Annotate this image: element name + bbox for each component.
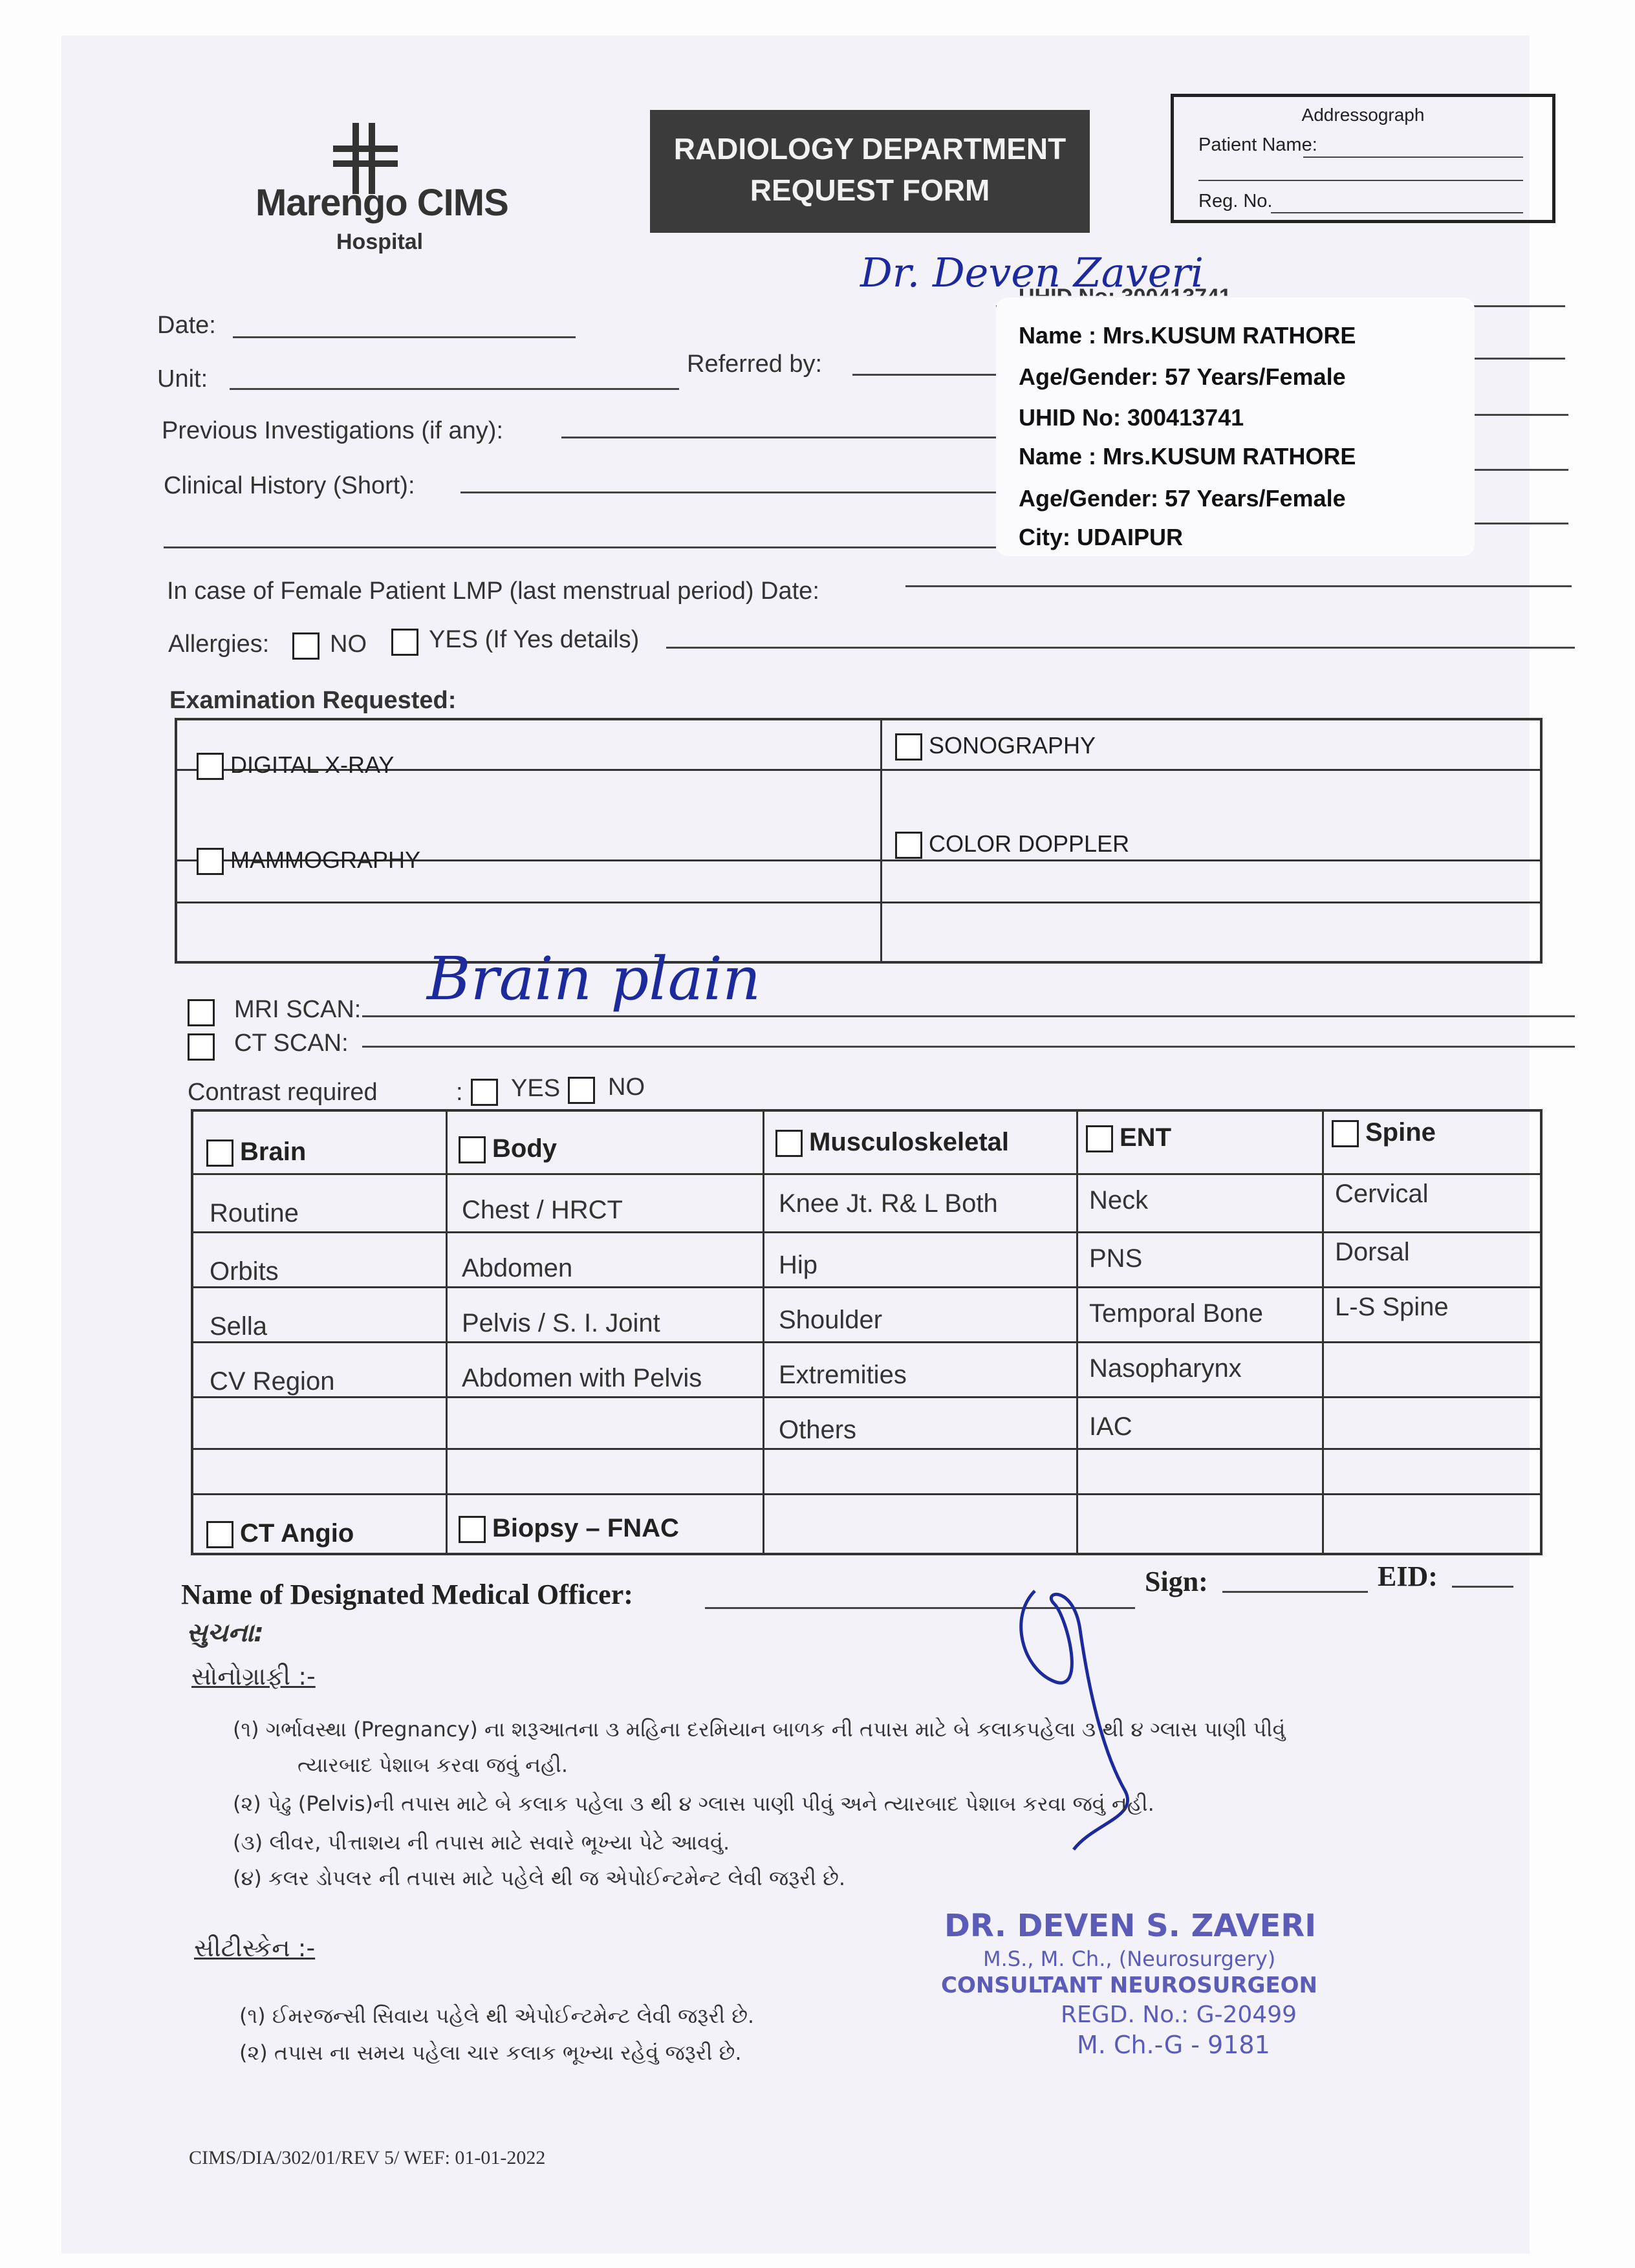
form-title: REQUEST FORM — [750, 173, 990, 207]
grid-row-line — [193, 1493, 1540, 1495]
clinical-history-line[interactable] — [460, 491, 996, 493]
ct-instructions-title: સીટીસ્કેન :- — [194, 1934, 316, 1962]
contrast-no-label: NO — [608, 1074, 645, 1101]
sono-instruction-1-cont: ત્યારબાદ પેશાબ કરવા જવું નહી. — [298, 1753, 568, 1777]
grid-col-line — [763, 1112, 764, 1553]
musculoskeletal-checkbox[interactable] — [775, 1130, 803, 1157]
patient-sticker — [996, 297, 1475, 556]
eid-label: EID: — [1378, 1561, 1438, 1592]
grid-head-body[interactable] — [459, 1134, 557, 1163]
stamp-qualification: M.S., M. Ch., (Neurosurgery) — [983, 1947, 1276, 1971]
clinical-history-line-end — [1475, 469, 1568, 471]
date-label: Date: — [157, 312, 216, 339]
grid-col-line — [1322, 1112, 1324, 1553]
sono-instruction-2: (૨) પેઢુ (Pelvis)ની તપાસ માટે બે કલાક પહેલા ૩ થી ૪ ગ્લાસ પાણી પીવું અને ત્યારબાદ પેશાબ કરવા જવું નહી. — [233, 1791, 1154, 1816]
hospital-logo-name: Marengo CIMS — [255, 182, 508, 224]
sonography-checkbox[interactable] — [895, 733, 922, 761]
referred-by-line-end — [1475, 358, 1565, 360]
grid-cell[interactable]: Extremities — [779, 1361, 907, 1389]
color-doppler-checkbox[interactable] — [895, 832, 922, 859]
sticker-name-1: Name : Mrs.KUSUM RATHORE — [1019, 322, 1356, 349]
spine-label: Spine — [1365, 1118, 1436, 1147]
grid-cell[interactable]: PNS — [1089, 1244, 1143, 1273]
sign-label: Sign: — [1145, 1566, 1208, 1597]
sticker-uhid-2: UHID No: 300413741 — [1019, 404, 1244, 431]
grid-col-line — [446, 1112, 448, 1553]
allergies-yes-label: YES (If Yes details) — [429, 626, 640, 653]
ct-angio-checkbox[interactable] — [206, 1521, 233, 1548]
sticker-age-gender-1: Age/Gender: 57 Years/Female — [1019, 363, 1346, 390]
biopsy-checkbox[interactable] — [459, 1516, 486, 1543]
unit-input-line[interactable] — [230, 388, 679, 390]
scan-region-table — [191, 1109, 1543, 1555]
contrast-yes-checkbox[interactable] — [471, 1079, 498, 1106]
handwritten-mri-brain-plain: Brain plain — [427, 944, 761, 1013]
stamp-regd-no: REGD. No.: G-20499 — [1061, 2002, 1297, 2028]
ct-scan-label: CT SCAN: — [234, 1030, 349, 1057]
grid-cell[interactable]: Sella — [210, 1312, 267, 1341]
allergies-no-label: NO — [330, 631, 367, 658]
grid-row-line — [193, 1396, 1540, 1398]
ct-checkbox[interactable] — [188, 1033, 215, 1061]
ct-instruction-2: (૨) તપાસ ના સમય પહેલા ચાર કલાક ભૂખ્યા રહેવું જરૂરી છે. — [239, 2040, 742, 2065]
department-title: RADIOLOGY DEPARTMENT — [673, 132, 1067, 166]
eid-line[interactable] — [1452, 1586, 1513, 1588]
exam-mammography[interactable] — [197, 847, 420, 875]
grid-biopsy[interactable] — [459, 1514, 679, 1543]
clinical-history-label: Clinical History (Short): — [164, 472, 415, 499]
body-label: Body — [492, 1134, 557, 1163]
previous-investigations-line-end — [1475, 414, 1568, 416]
previous-investigations-line[interactable] — [561, 437, 996, 438]
examination-requested-label: Examination Requested: — [169, 687, 457, 714]
stamp-title: CONSULTANT NEUROSURGEON — [941, 1972, 1317, 1998]
department-banner — [650, 110, 1090, 233]
grid-cell[interactable]: Dorsal — [1335, 1238, 1410, 1266]
mri-scan-label: MRI SCAN: — [234, 996, 362, 1023]
patient-name-line[interactable] — [1303, 157, 1523, 158]
grid-cell[interactable]: Hip — [779, 1251, 818, 1279]
grid-cell[interactable]: Pelvis / S. I. Joint — [462, 1309, 660, 1337]
ct-angio-label: CT Angio — [240, 1519, 354, 1548]
referred-by-label: Referred by: — [687, 351, 823, 378]
stamp-doctor-name: DR. DEVEN S. ZAVERI — [944, 1908, 1317, 1944]
grid-row-line — [193, 1341, 1540, 1343]
clinical-history-line-2[interactable] — [164, 546, 996, 548]
exam-sonography[interactable] — [895, 732, 1096, 761]
previous-investigations-label: Previous Investigations (if any): — [162, 417, 504, 444]
grid-cell[interactable]: Knee Jt. R& L Both — [779, 1189, 998, 1218]
patient-name-line-2[interactable] — [1198, 180, 1523, 181]
contrast-required-label: Contrast required — [188, 1079, 378, 1106]
sticker-city: City: UDAIPUR — [1019, 524, 1184, 550]
reg-no-label: Reg. No. — [1198, 191, 1273, 211]
grid-row-line — [193, 1173, 1540, 1175]
mammography-label: MAMMOGRAPHY — [230, 847, 421, 873]
mri-scan-line[interactable] — [362, 1015, 1575, 1017]
grid-cell[interactable]: CV Region — [210, 1367, 335, 1396]
stamp-mch-no: M. Ch.-G - 9181 — [1077, 2031, 1270, 2059]
grid-cell[interactable]: Cervical — [1335, 1180, 1429, 1208]
mri-checkbox[interactable] — [188, 999, 215, 1026]
grid-col-line — [1076, 1112, 1078, 1553]
grid-head-spine[interactable] — [1332, 1118, 1436, 1147]
grid-cell[interactable]: IAC — [1089, 1412, 1132, 1441]
sonography-label: SONOGRAPHY — [929, 732, 1096, 759]
contrast-colon: : — [456, 1079, 463, 1106]
allergies-yes-checkbox[interactable] — [391, 629, 418, 656]
instructions-title: સુચના: — [186, 1618, 264, 1648]
spine-checkbox[interactable] — [1332, 1120, 1359, 1147]
lmp-label: In case of Female Patient LMP (last menstrual period) Date: — [167, 578, 819, 605]
sticker-age-gender-2: Age/Gender: 57 Years/Female — [1019, 485, 1346, 512]
grid-cell[interactable]: Others — [779, 1416, 857, 1444]
hospital-logo-sub: Hospital — [336, 230, 424, 254]
contrast-no-checkbox[interactable] — [568, 1077, 595, 1104]
form-code: CIMS/DIA/302/01/REV 5/ WEF: 01-01-2022 — [189, 2147, 546, 2168]
grid-cell[interactable]: Chest / HRCT — [462, 1196, 623, 1224]
clinical-history-line-2-end — [1475, 523, 1568, 524]
digital-xray-checkbox[interactable] — [197, 753, 224, 780]
sonography-instructions-title: સોનોગ્રાફી :- — [191, 1662, 316, 1690]
contrast-yes-label: YES — [511, 1075, 561, 1102]
examination-table — [175, 718, 1543, 964]
brain-label: Brain — [240, 1138, 307, 1166]
color-doppler-label: COLOR DOPPLER — [929, 830, 1130, 857]
designated-officer-label: Name of Designated Medical Officer: — [181, 1579, 633, 1610]
body-checkbox[interactable] — [459, 1136, 486, 1163]
grid-cell[interactable]: Abdomen — [462, 1254, 573, 1282]
mammography-checkbox[interactable] — [197, 848, 224, 875]
grid-cell[interactable]: Abdomen with Pelvis — [462, 1364, 702, 1392]
date-input-line[interactable] — [233, 336, 576, 338]
exam-divider — [880, 720, 882, 961]
allergies-no-checkbox[interactable] — [292, 632, 319, 660]
grid-cell[interactable]: L-S Spine — [1335, 1293, 1449, 1321]
digital-xray-label: DIGITAL X-RAY — [230, 751, 395, 778]
grid-cell[interactable]: Neck — [1089, 1186, 1149, 1215]
exam-color-doppler[interactable] — [895, 830, 1129, 859]
ent-label: ENT — [1120, 1123, 1171, 1152]
ent-checkbox[interactable] — [1086, 1125, 1113, 1152]
grid-cell[interactable]: Temporal Bone — [1089, 1299, 1264, 1328]
sticker-name-2: Name : Mrs.KUSUM RATHORE — [1019, 443, 1356, 470]
sign-line[interactable] — [1222, 1591, 1368, 1593]
ct-scan-line[interactable] — [362, 1046, 1575, 1048]
grid-row-line — [193, 1286, 1540, 1288]
addressograph-box — [1171, 94, 1555, 223]
sono-instruction-4: (૪) કલર ડોપલર ની તપાસ માટે પહેલે થી જ એપોઈન્ટમેન્ટ લેવી જરૂરી છે. — [233, 1866, 846, 1890]
allergies-details-line[interactable] — [666, 647, 1575, 649]
grid-ct-angio[interactable] — [206, 1519, 354, 1548]
brain-checkbox[interactable] — [206, 1139, 233, 1167]
grid-head-musculoskeletal[interactable] — [775, 1128, 1009, 1157]
grid-head-ent[interactable] — [1086, 1123, 1171, 1152]
addressograph-title: Addressograph — [1301, 105, 1425, 125]
grid-head-brain[interactable] — [206, 1138, 306, 1167]
patient-name-label: Patient Name: — [1198, 135, 1317, 155]
exam-row-line — [177, 902, 1540, 903]
allergies-label: Allergies: — [168, 631, 270, 658]
biopsy-label: Biopsy – FNAC — [492, 1514, 679, 1542]
lmp-date-line[interactable] — [905, 585, 1572, 587]
ct-instruction-1: (૧) ઈમરજન્સી સિવાય પહેલે થી એપોઈન્ટમેન્ટ લેવી જરૂરી છે. — [239, 2003, 755, 2028]
sono-instruction-3: (૩) લીવર, પીત્તાશય ની તપાસ માટે સવારે ભૂખ્યા પેટે આવવું. — [233, 1830, 730, 1855]
musculoskeletal-label: Musculoskeletal — [809, 1128, 1010, 1156]
unit-label: Unit: — [157, 365, 208, 393]
grid-row-line — [193, 1448, 1540, 1450]
grid-cell[interactable]: Nasopharynx — [1089, 1354, 1242, 1383]
exam-digital-xray[interactable] — [197, 751, 394, 780]
grid-cell[interactable]: Orbits — [210, 1257, 279, 1286]
handwritten-doctor-name: Dr. Deven Zaveri — [860, 249, 1204, 296]
grid-cell[interactable]: Shoulder — [779, 1306, 883, 1334]
grid-row-line — [193, 1231, 1540, 1233]
reg-no-line[interactable] — [1271, 212, 1523, 213]
sono-instruction-1: (૧) ગર્ભાવસ્થા (Pregnancy) ના શરૂઆતના ૩ મહિના દરમિયાન બાળક ની તપાસ માટે બે કલાકપહેલા ૩ થી ૪ ગ્લાસ પાણી પીવું — [233, 1717, 1286, 1742]
grid-cell[interactable]: Routine — [210, 1199, 299, 1227]
referred-by-line[interactable] — [852, 374, 996, 376]
